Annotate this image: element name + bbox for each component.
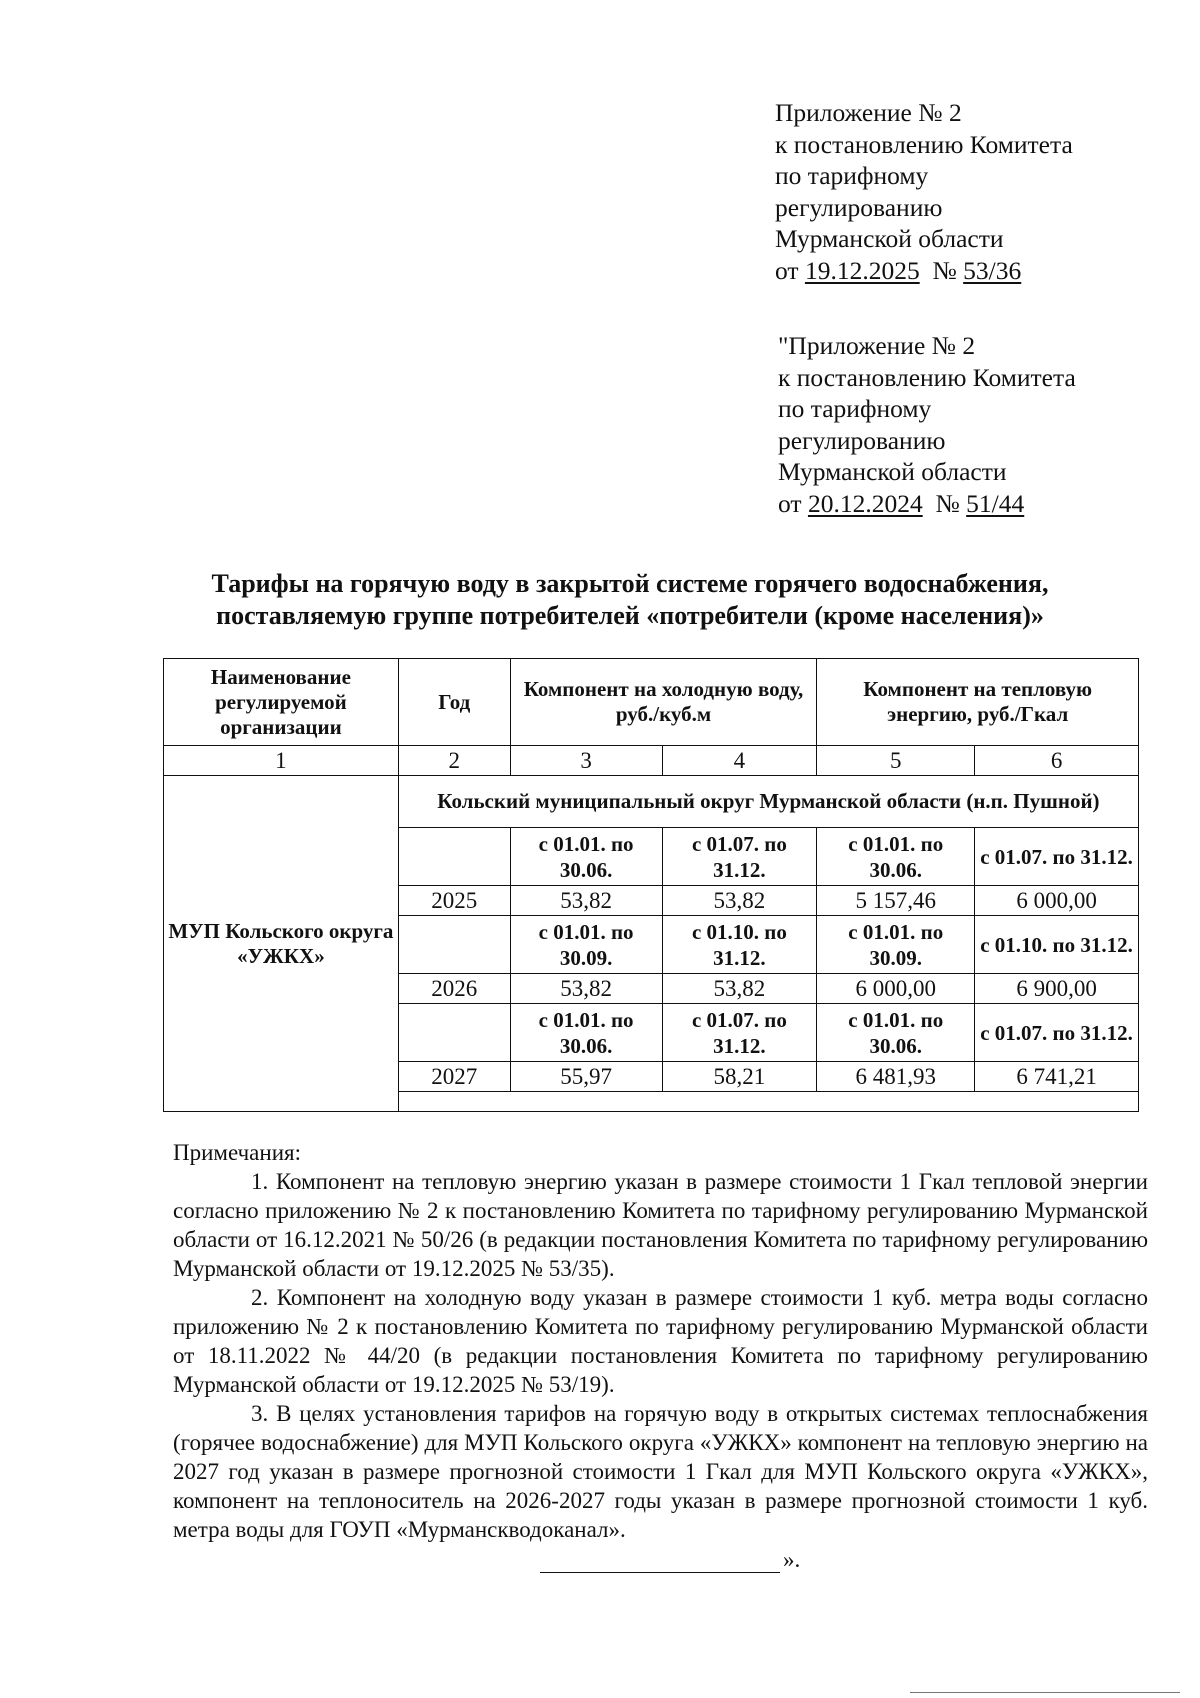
organization-name: МУП Кольского округа «УЖКХ» [164, 776, 399, 1112]
appendix-line: по тарифному [775, 161, 929, 190]
column-number: 1 [164, 746, 399, 776]
appendix-number: 51/44 [966, 488, 1025, 518]
closing-mark: ». [783, 1547, 801, 1572]
period-cell: с 01.01. по 30.06. [510, 828, 662, 886]
appendix-line: к постановлению Комитета [775, 129, 1073, 159]
value-cell: 6 481,93 [817, 1062, 975, 1092]
year-cell: 2026 [398, 974, 510, 1004]
column-number: 2 [398, 746, 510, 776]
note-item: 3. В целях установления тарифов на горячую воду в открытых системах теплоснабжения (горячее водоснабжение) для МУП Кольского округа «УЖКХ» компонент на тепловую энергию на 2027 год указан в размере прогнозной стоимости 1 Гкал для МУП Кольского округа «УЖКХ», компонент на теплоноситель на 2026-2027 годы указан в размере прогнозной стоимости 1 куб. метра воды для ГОУП «Мурманскводоканал». [173, 1401, 1148, 1542]
number-prefix: № [932, 255, 957, 285]
appendix-line: к постановлению Комитета [778, 362, 1076, 392]
value-cell: 5 157,46 [817, 886, 975, 916]
period-cell: с 01.07. по 31.12. [662, 828, 817, 886]
appendix-line: регулированию [778, 425, 946, 455]
header-heat: Компонент на тепловую энергию, руб./Гкал [817, 659, 1139, 746]
period-empty-cell [398, 1004, 510, 1062]
signature-rule [540, 1552, 780, 1573]
value-cell: 55,97 [510, 1062, 662, 1092]
note-item: 2. Компонент на холодную воду указан в размере стоимости 1 куб. метра воды согласно приложению № 2 к постановлению Комитета по тарифному регулированию Мурманской области от 18.11.2022 № 44/20 (в редакции постановления Комитета по тарифному регулированию Мурманской области от 19.12.2025 № 53/19). [173, 1285, 1148, 1397]
appendix-date: 19.12.2025 [804, 255, 920, 285]
value-cell: 58,21 [662, 1062, 817, 1092]
district-name: Кольский муниципальный округ Мурманской области (н.п. Пушной) [398, 776, 1138, 828]
title-line-2: поставляемую группе потребителей «потребители (кроме населения)» [216, 601, 1044, 630]
notes-heading: Примечания: [173, 1140, 301, 1165]
appendix-header-current [775, 97, 1073, 286]
period-cell: с 01.07. по 31.12. [662, 1004, 817, 1062]
column-number: 6 [975, 746, 1139, 776]
appendix-line: Приложение № 2 [775, 98, 962, 127]
note-item: 1. Компонент на тепловую энергию указан в размере стоимости 1 Гкал тепловой энергии согласно приложению № 2 к постановлению Комитета по тарифному регулированию Мурманской области от 16.12.2021 № 50/26 (в редакции постановления Комитета по тарифному регулированию Мурманской области от 19.12.2025 № 53/35). [173, 1169, 1148, 1281]
document-title [130, 568, 1130, 632]
title-line-1: Тарифы на горячую воду в закрытой системе горячего водоснабжения, [211, 569, 1049, 598]
date-prefix: от [775, 255, 799, 285]
year-cell: 2025 [398, 886, 510, 916]
appendix-date: 20.12.2024 [807, 488, 923, 518]
period-empty-cell [398, 828, 510, 886]
value-cell: 6 000,00 [817, 974, 975, 1004]
appendix-line: "Приложение № 2 [778, 331, 976, 360]
column-number: 4 [662, 746, 817, 776]
closing-line [540, 1547, 800, 1573]
value-cell: 6 000,00 [975, 886, 1139, 916]
number-prefix: № [935, 488, 960, 518]
value-cell: 53,82 [662, 974, 817, 1004]
date-prefix: от [778, 488, 802, 518]
header-year: Год [398, 659, 510, 746]
appendix-line: по тарифному [778, 394, 932, 423]
value-cell: 53,82 [510, 886, 662, 916]
value-cell: 6 900,00 [975, 974, 1139, 1004]
period-cell: с 01.07. по 31.12. [975, 828, 1139, 886]
appendix-line: Мурманской области [775, 224, 1004, 253]
year-cell: 2027 [398, 1062, 510, 1092]
tariff-table [163, 658, 1139, 1112]
notes-section [173, 1138, 1148, 1544]
period-cell: с 01.01. по 30.06. [817, 828, 975, 886]
value-cell: 6 741,21 [975, 1062, 1139, 1092]
period-cell: с 01.01. по 30.09. [510, 916, 662, 974]
column-number: 3 [510, 746, 662, 776]
appendix-date-line [775, 255, 1073, 287]
appendix-date-line [778, 488, 1076, 520]
period-cell: с 01.01. по 30.06. [817, 1004, 975, 1062]
period-cell: с 01.01. по 30.09. [817, 916, 975, 974]
period-cell: с 01.07. по 31.12. [975, 1004, 1139, 1062]
appendix-line: регулированию [775, 192, 943, 222]
header-organization: Наименование регулируемой организации [164, 659, 399, 746]
value-cell: 53,82 [662, 886, 817, 916]
period-cell: с 01.01. по 30.06. [510, 1004, 662, 1062]
value-cell: 53,82 [510, 974, 662, 1004]
table-spacer-cell [398, 1092, 1138, 1112]
appendix-header-previous [778, 330, 1076, 519]
appendix-line: Мурманской области [778, 457, 1007, 486]
appendix-number: 53/36 [963, 255, 1022, 285]
period-empty-cell [398, 916, 510, 974]
page-bottom-rule [910, 1692, 1180, 1693]
column-number: 5 [817, 746, 975, 776]
period-cell: с 01.10. по 31.12. [662, 916, 817, 974]
header-cold-water: Компонент на холодную воду, руб./куб.м [510, 659, 817, 746]
period-cell: с 01.10. по 31.12. [975, 916, 1139, 974]
